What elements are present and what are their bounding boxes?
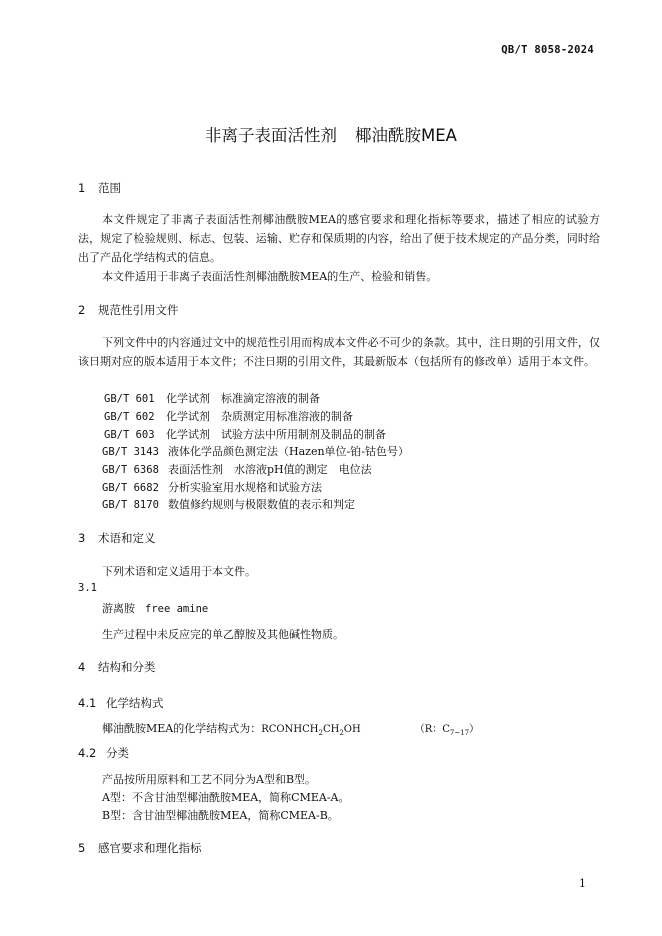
subsection-number: 4.1: [78, 696, 97, 710]
reference-title: 化学试剂 标准滴定溶液的制备: [166, 392, 320, 405]
section-2-heading: [78, 302, 179, 318]
section-title: 范围: [98, 181, 121, 195]
reference-code: GB/T 601: [104, 393, 155, 405]
reference-code: GB/T 3143: [102, 446, 159, 458]
section-number: 2: [78, 303, 86, 317]
paragraph: 本文件适用于非离子表面活性剂椰油酰胺MEA的生产、检验和销售。: [102, 270, 438, 283]
paragraph: 下列文件中的内容通过文中的规范性引用而构成本文件必不可少的条款。其中，注日期的引用文件，仅该日期对应的版本适用于本文件；不注日期的引用文件，其最新版本（包括所有的修改单）适用于本文件。: [78, 336, 600, 368]
reference-item: [102, 479, 322, 495]
subsection-number: 4.2: [78, 746, 97, 760]
section-number: 5: [78, 841, 86, 855]
section-title: 规范性引用文件: [98, 303, 179, 317]
term-number: 3.1: [78, 582, 97, 594]
subsection-4-1-heading: [78, 695, 164, 711]
reference-item: [104, 426, 386, 442]
term-chinese: 游离胺: [102, 602, 135, 615]
reference-code: GB/T 603: [104, 429, 155, 441]
formula-label: 椰油酰胺MEA的化学结构式为：: [102, 722, 262, 735]
section-number: 3: [78, 531, 86, 545]
section-3-intro: 下列术语和定义适用于本文件。: [102, 565, 256, 578]
reference-title: 数值修约规则与极限数值的表示和判定: [168, 498, 355, 511]
subsection-4-2-heading: [78, 745, 129, 761]
section-title: 术语和定义: [98, 531, 156, 545]
standard-number: QB/T 8058-2024: [501, 44, 594, 56]
reference-code: GB/T 6682: [102, 482, 159, 494]
section-title: 结构和分类: [98, 660, 156, 674]
title-part-1: 非离子表面活性剂: [205, 126, 338, 145]
reference-title: 化学试剂 试验方法中所用制剂及制品的制备: [166, 428, 386, 441]
reference-code: GB/T 8170: [102, 499, 159, 511]
reference-title: 液体化学品颜色测定法（Hazen单位-铂-钴色号）: [168, 445, 409, 458]
reference-title: 分析实验室用水规格和试验方法: [168, 481, 322, 494]
section-5-heading: [78, 840, 202, 856]
term-entry: [102, 600, 208, 616]
r-group-note: （R：$C_{7\sim 17}$）: [414, 724, 480, 737]
reference-item: [104, 390, 320, 406]
section-1-heading: [78, 180, 121, 196]
section-3-heading: [78, 530, 156, 546]
section-title: 感官要求和理化指标: [98, 841, 202, 855]
reference-title: 化学试剂 杂质测定用标准溶液的制备: [166, 410, 353, 423]
section-4-heading: [78, 659, 156, 675]
reference-item: [104, 408, 353, 424]
section-number: 1: [78, 181, 86, 195]
subsection-title: 分类: [106, 746, 129, 760]
reference-item: [102, 443, 409, 459]
section-2-intro: [78, 333, 600, 371]
document-title: [0, 122, 662, 146]
title-part-2: 椰油酰胺MEA: [355, 126, 457, 145]
term-english: free amine: [145, 603, 209, 615]
section-number: 4: [78, 660, 86, 674]
term-definition: 生产过程中未反应完的单乙醇胺及其他碱性物质。: [102, 628, 344, 641]
reference-item: [102, 496, 355, 512]
page-number: 1: [579, 877, 586, 890]
reference-title: 表面活性剂 水溶液pH值的测定 电位法: [168, 463, 372, 476]
classification-line: 产品按所用原料和工艺不同分为A型和B型。: [102, 773, 317, 786]
reference-item: [102, 461, 372, 477]
chemical-formula-line: [102, 720, 479, 737]
reference-code: GB/T 602: [104, 411, 155, 423]
chemical-formula: $RCONHCH_2CH_2OH$: [261, 724, 361, 737]
subsection-title: 化学结构式: [106, 696, 164, 710]
paragraph: 本文件规定了非离子表面活性剂椰油酰胺MEA的感官要求和理化指标等要求，描述了相应的试验方法，规定了检验规则、标志、包装、运输、贮存和保质期的内容，给出了便于技术规定的产品分类，同时给出了产品化学结构式的信息。: [78, 213, 600, 264]
classification-line: A型：不含甘油型椰油酰胺MEA，简称CMEA-A。: [102, 791, 350, 804]
classification-line: B型：含甘油型椰油酰胺MEA，简称CMEA-B。: [102, 809, 339, 822]
reference-code: GB/T 6368: [102, 464, 159, 476]
section-1-body: [78, 210, 600, 286]
